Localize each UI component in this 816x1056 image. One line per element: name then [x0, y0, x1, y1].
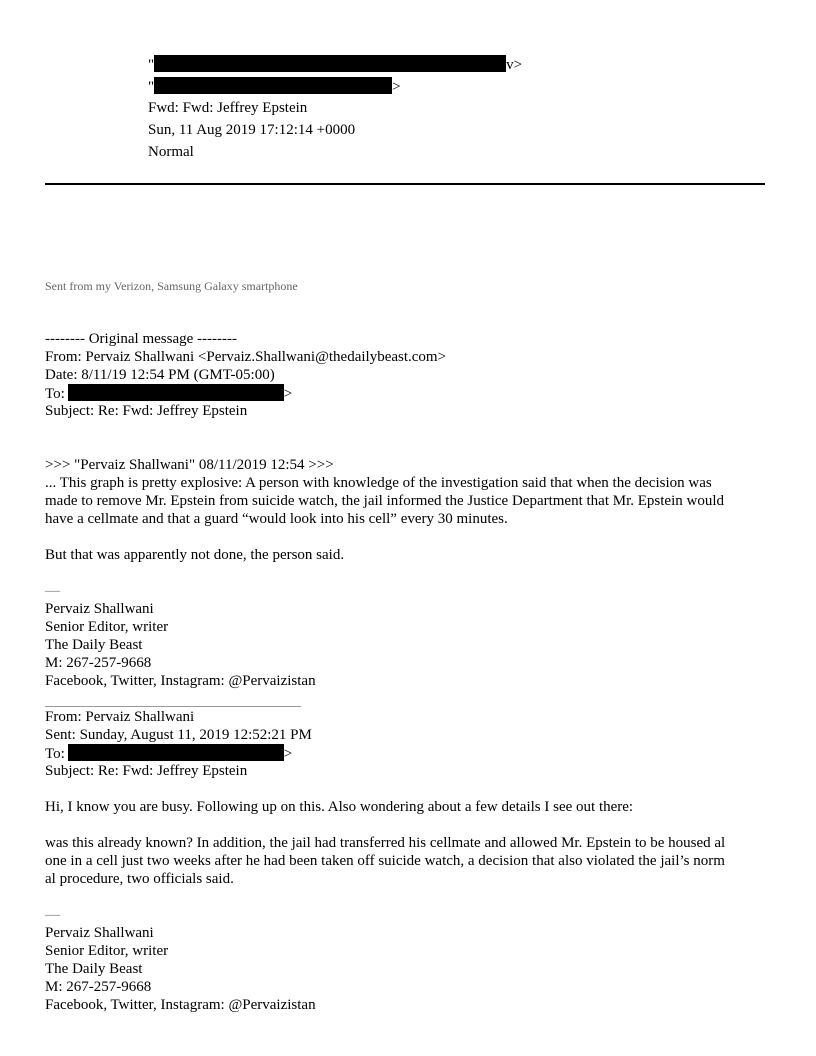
original-from: From: Pervaiz Shallwani <Pervaiz.Shallwani@thedailybeast.com> — [45, 349, 447, 365]
original-to-label: To: — [45, 386, 65, 402]
quote-line: have a cellmate and that a guard “would look into his cell” every 30 minutes. — [45, 511, 508, 527]
signature-org: The Daily Beast — [45, 961, 143, 977]
signature-org: The Daily Beast — [45, 637, 143, 653]
quote-line: made to remove Mr. Epstein from suicide watch, the jail informed the Justice Department that Mr. Epstein would — [45, 493, 724, 509]
original-date: Date: 8/11/19 12:54 PM (GMT-05:00) — [45, 367, 275, 383]
from-suffix: v> — [506, 57, 523, 73]
earlier-line: al procedure, two officials said. — [45, 871, 234, 887]
earlier-sent: Sent: Sunday, August 11, 2019 12:52:21 PM — [45, 727, 312, 743]
original-to — [45, 384, 292, 403]
from-value — [148, 55, 522, 74]
earlier-from: From: Pervaiz Shallwani — [45, 709, 195, 725]
reply-separator — [45, 706, 301, 707]
redaction-box — [154, 77, 392, 94]
earlier-to-suffix: > — [283, 746, 293, 762]
original-to-suffix: > — [283, 386, 293, 402]
earlier-to-label: To: — [45, 746, 65, 762]
subject-value: Fwd: Fwd: Jeffrey Epstein — [148, 100, 308, 116]
redaction-box — [154, 55, 506, 72]
quote-line: ... This graph is pretty explosive: A person with knowledge of the investigation said that when the decision was — [45, 475, 712, 491]
signature-dash: — — [45, 583, 60, 599]
signature-title: Senior Editor, writer — [45, 619, 169, 635]
earlier-to — [45, 744, 292, 763]
signature-title: Senior Editor, writer — [45, 943, 169, 959]
importance-value: Normal — [148, 144, 194, 160]
signature-phone: M: 267-257-9668 — [45, 655, 152, 671]
redaction-box — [68, 744, 284, 761]
quote-paragraph: But that was apparently not done, the person said. — [45, 547, 345, 563]
earlier-line: one in a cell just two weeks after he had been taken off suicide watch, a decision that also violated the jail’s norm — [45, 853, 725, 869]
redaction-box — [68, 384, 284, 401]
earlier-subject: Subject: Re: Fwd: Jeffrey Epstein — [45, 763, 248, 779]
sent-from-line: Sent from my Verizon, Samsung Galaxy smartphone — [45, 279, 298, 293]
earlier-paragraph: Hi, I know you are busy. Following up on this. Also wondering about a few details I see out there: — [45, 799, 634, 815]
to-prefix: " — [148, 79, 155, 95]
to-value — [148, 77, 401, 96]
to-suffix: > — [392, 79, 401, 95]
header-divider — [45, 183, 765, 185]
signature-phone: M: 267-257-9668 — [45, 979, 152, 995]
signature-social: Facebook, Twitter, Instagram: @Pervaizistan — [45, 673, 316, 689]
earlier-line: was this already known? In addition, the jail had transferred his cellmate and allowed Mr. Epstein to be housed al — [45, 835, 726, 851]
original-subject: Subject: Re: Fwd: Jeffrey Epstein — [45, 403, 248, 419]
from-prefix: " — [148, 57, 155, 73]
quote-marker: >>> "Pervaiz Shallwani" 08/11/2019 12:54 >>> — [45, 457, 334, 473]
date-value: Sun, 11 Aug 2019 17:12:14 +0000 — [148, 122, 356, 138]
signature-dash: — — [45, 907, 60, 923]
original-message-divider: -------- Original message -------- — [45, 331, 237, 347]
signature-social: Facebook, Twitter, Instagram: @Pervaizistan — [45, 997, 316, 1013]
signature-name: Pervaiz Shallwani — [45, 925, 154, 941]
signature-name: Pervaiz Shallwani — [45, 601, 154, 617]
